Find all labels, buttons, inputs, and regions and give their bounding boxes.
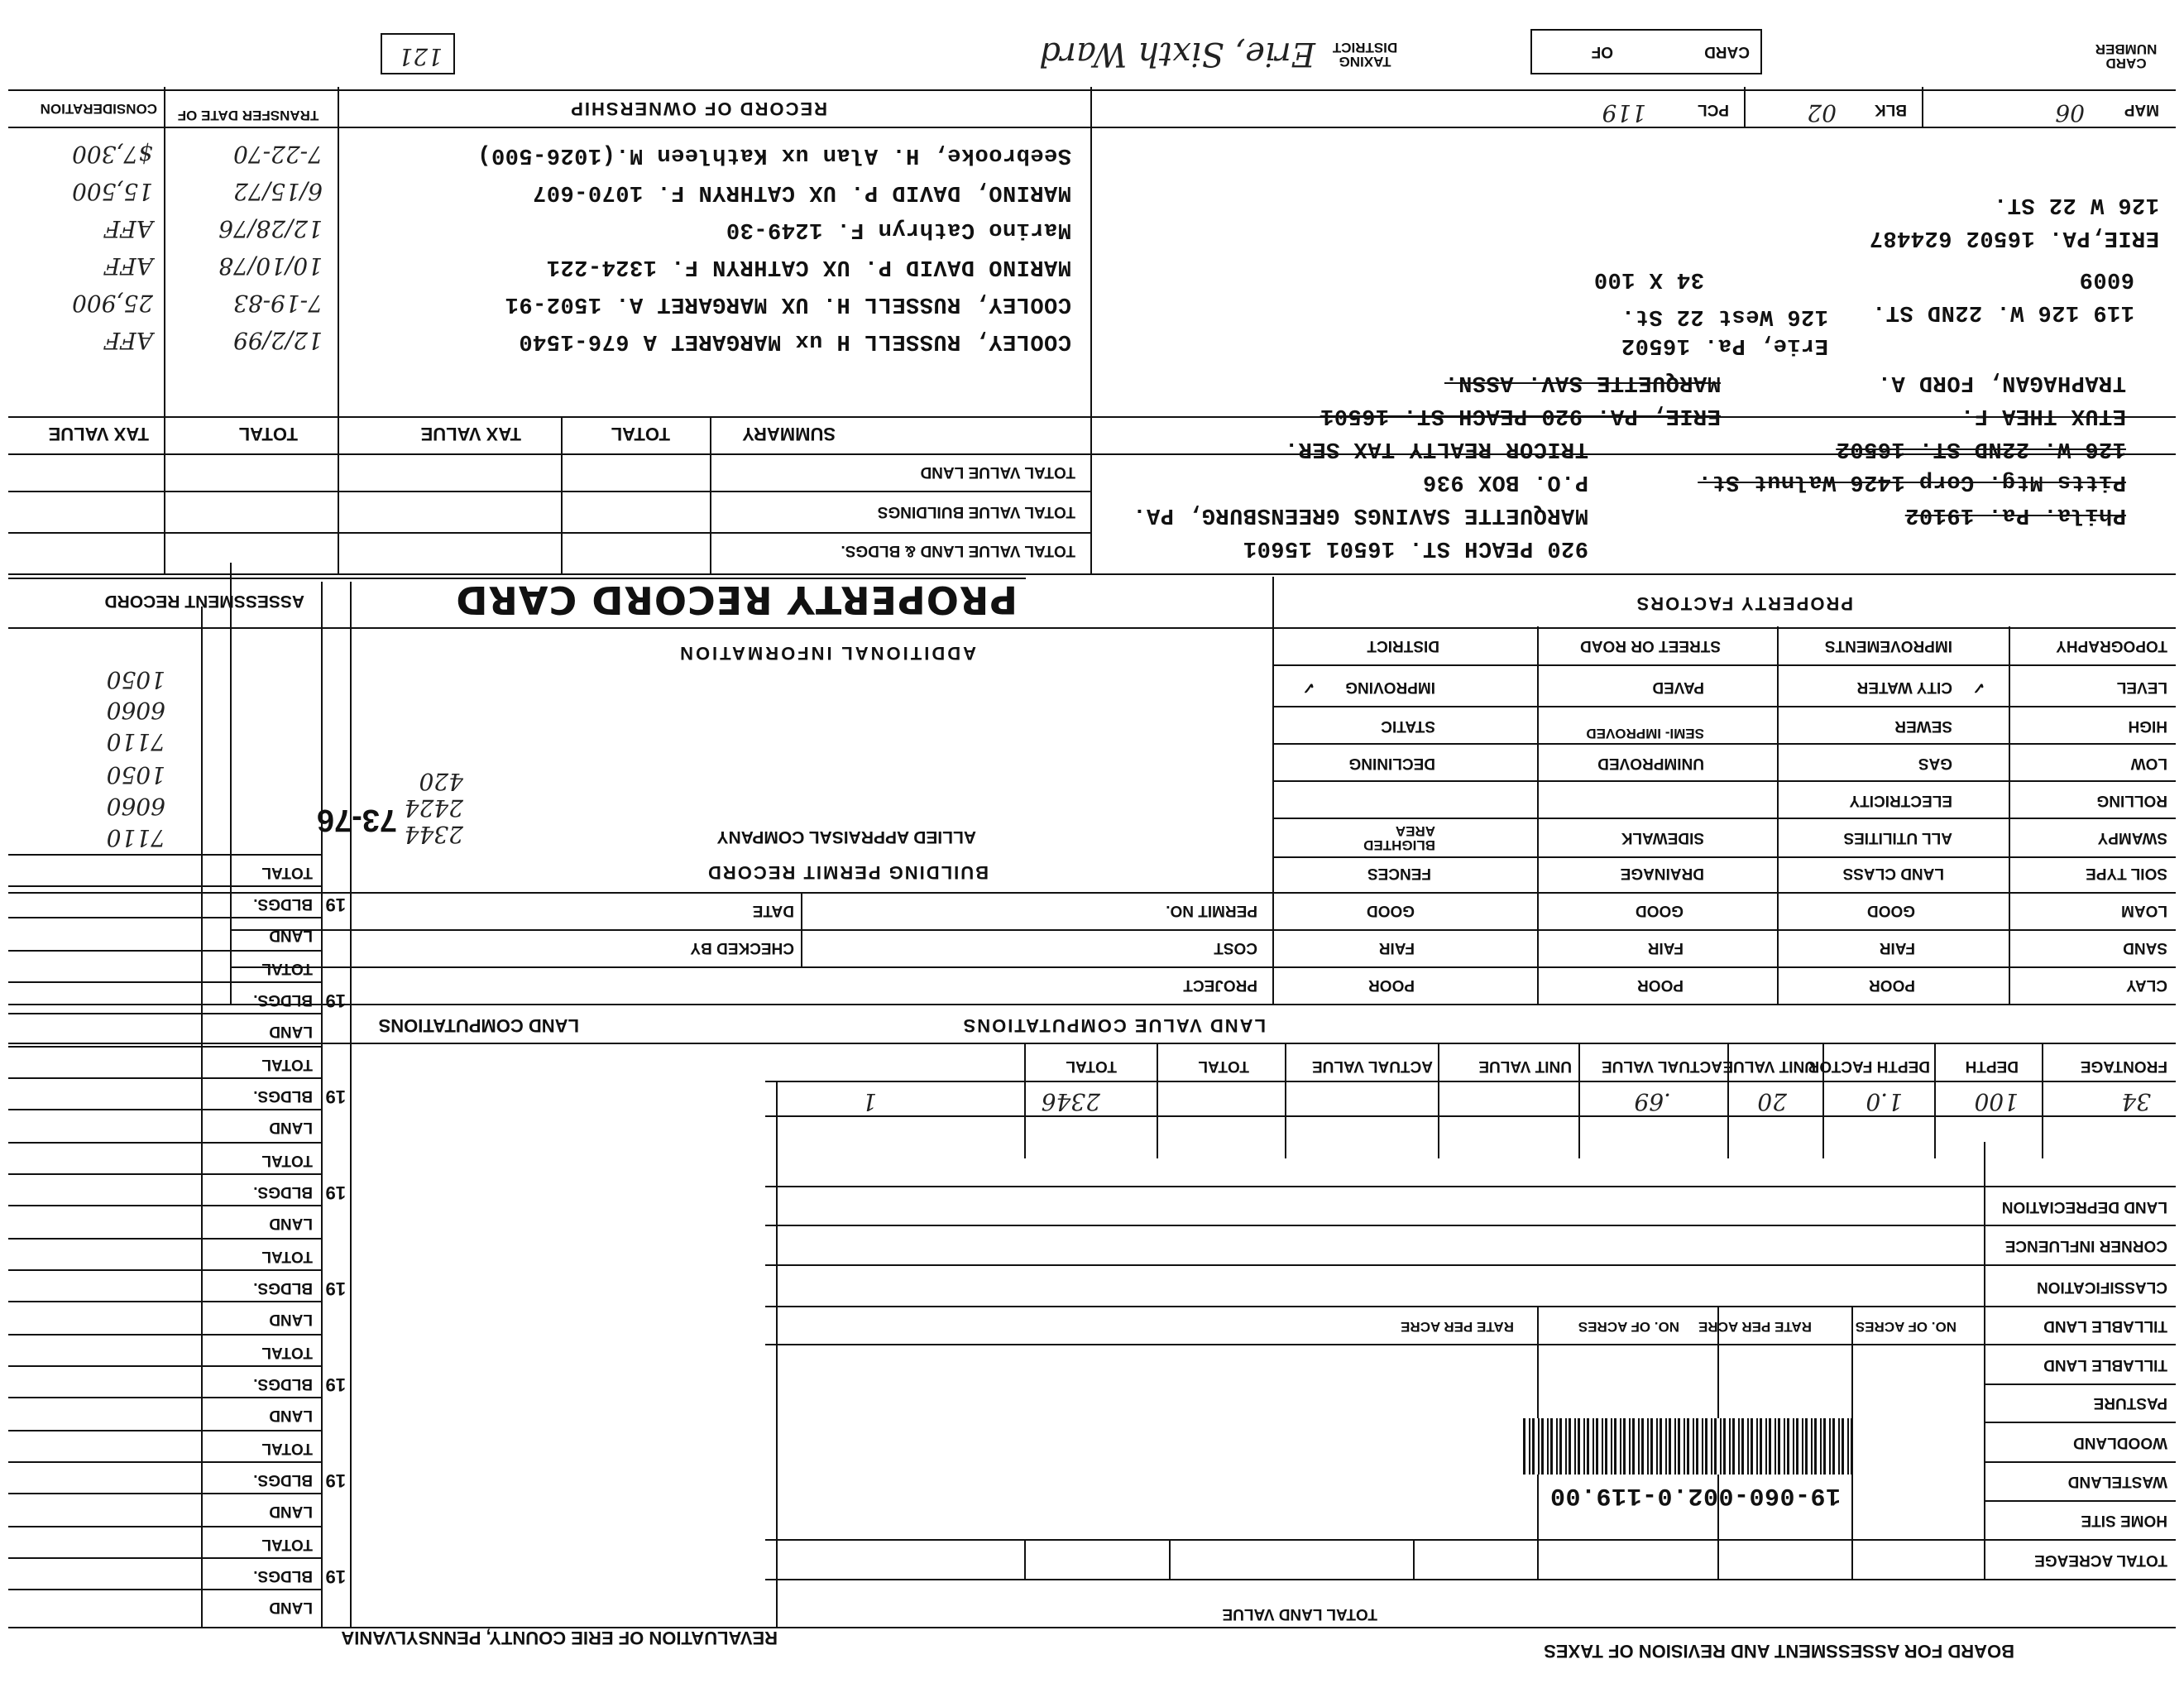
permit-no: PERMIT NO. [1166,902,1257,919]
ownership-entry-name: COOLEY, RUSSELL H. UX MARGARET A. 1502-91 [505,291,1071,316]
pf-all-utilities: ALL UTILITIES [1843,829,1952,846]
address-line: 6009 [2079,266,2134,291]
address-line: P.O. BOX 936 [1422,469,1588,494]
ownership-transfer-date: TRANSFER DATE OF [177,108,319,123]
address-line: 920 PEACH ST. 16501 15601 [1243,535,1588,560]
soil-drain-poor: POOR [1637,976,1684,994]
col-actual-value-1: ACTUAL VALUE [1601,1057,1722,1075]
permit-checked-by: CHECKED BY [690,939,794,957]
hdr-district: DISTRICT [1367,637,1439,655]
ownership-entry-consideration: 15,500 [72,178,153,205]
soil-fence-fair: FAIR [1378,939,1415,957]
map-value: 06 [2055,99,2085,127]
blk-value: 02 [1807,99,1837,127]
hdr-fences: FENCES [1367,865,1431,882]
hw-addl-3: 420 [419,768,463,795]
col-rate-2: RATE PER ACRE [1401,1319,1514,1335]
hw-assess-total-2: 7110 [106,824,165,851]
assessment-row-total: TOTAL [261,1152,313,1169]
assessment-row-total: TOTAL [261,1056,313,1073]
map-label: MAP [2124,101,2159,118]
building-permit-heading: BUILDING PERMIT RECORD [706,862,989,883]
pf-city-water: CITY WATER [1856,679,1952,696]
hw-assess-bldgs-2: 6060 [106,793,165,820]
land-value-computations-heading: LAND VALUE COMPUTATIONS [961,1015,1266,1036]
assessment-row-total: TOTAL [261,1344,313,1361]
col-frontage: FRONTAGE [2080,1057,2167,1075]
ownership-entry-name: MARINO, DAVID P. UX CATHRYN F. 1070-607 [532,180,1071,204]
soil-clay: CLAY [2126,976,2167,994]
col-actual-value-2: ACTUAL VALUE [1311,1057,1433,1075]
permit-date: DATE [752,902,794,919]
assessment-row-bldgs: BLDGS. [253,1375,313,1393]
property-factors-heading: PROPERTY FACTORS [1635,593,1853,614]
pf-sewer: SEWER [1894,717,1952,735]
taxing-district-value: Erie, Sixth Ward [1039,35,1315,73]
assessment-row-land: LAND [269,1023,313,1040]
ownership-entry-consideration: AFF [103,215,153,242]
pf-paved: PAVED [1652,679,1704,696]
assessment-row-total: TOTAL [261,864,313,881]
soil-fence-poor: POOR [1368,976,1415,994]
hw-depth: 100 [1974,1088,2019,1115]
assessment-row-bldgs: BLDGS. [253,1279,313,1297]
soil-land-fair: FAIR [1879,939,1915,957]
parcel-number: 19-060-002.0-119.00 [1549,1481,1841,1509]
ownership-entry-date: 10/10/78 [218,252,323,280]
assessment-row-land: LAND [269,1215,313,1232]
summary-tax-value-1: TAX VALUE [420,424,521,444]
hw-assess-land-2: 1050 [106,761,165,789]
hw-addl-2: 2424 [404,794,463,822]
assessment-row-total: TOTAL [261,1248,313,1265]
assessment-year-prefix: 19 [325,1182,346,1203]
hdr-drainage: DRAINAGE [1620,865,1704,882]
permit-project: PROJECT [1183,976,1257,994]
soil-loam: LOAM [2121,902,2167,919]
assessment-row-land: LAND [269,1599,313,1616]
address-line: TRAPHAGAN, FORD A. [1877,370,2126,395]
hdr-topography: TOPOGRAPHY [2056,637,2167,655]
assessment-row-bldgs: BLDGS. [253,1087,313,1105]
assessment-year-prefix: 19 [325,1566,346,1587]
pf-rolling: ROLLING [2096,792,2167,809]
soil-sand: SAND [2123,939,2167,957]
hdr-street-road: STREET OR ROAD [1580,637,1721,655]
address-line: MARQUETTE SAVINGS GREENSBURG, PA. [1132,502,1588,527]
assessment-year-prefix: 19 [325,1374,346,1395]
col-depth: DEPTH [1965,1057,2019,1075]
address-line: 126 West 22 St. [1621,304,1828,328]
land-row-pasture: PASTURE [2093,1394,2167,1412]
soil-drain-fair: FAIR [1647,939,1684,957]
address-line: ERIE, PA. 920 PEACH ST. 16501 [1320,403,1721,428]
hw-unit-value: 20 [1757,1088,1787,1115]
pf-static: STATIC [1381,717,1435,735]
address-line: TRICOR REALTY TAX SER. [1284,436,1588,461]
hw-depth-factor: 1.0 [1866,1088,1903,1115]
assessment-year-prefix: 19 [325,894,346,915]
assessment-row-land: LAND [269,927,313,944]
hdr-improvements: IMPROVEMENTS [1824,637,1952,655]
address-line: ERIE,PA. 16502 624487 [1869,225,2159,250]
summary-total-1: TOTAL [611,424,670,444]
card-label: CARD [1704,43,1750,60]
card-number-label: CARD NUMBER [2095,41,2158,71]
summary-total-buildings: TOTAL VALUE BUILDINGS [877,503,1075,520]
page-title: PROPERTY RECORD CARD [455,578,1018,622]
check-level: ✓ [1972,679,1985,696]
pf-unimproved: UNIMPROVED [1597,755,1704,772]
address-line: 126 W. 22ND ST. 16502 [1836,436,2126,461]
land-row-tillable-1: TILLABLE LAND [2043,1356,2167,1374]
ownership-consideration: CONSIDERATION [40,101,157,117]
land-row-home-site: HOME SITE [2081,1512,2167,1529]
board-header: BOARD FOR ASSESSMENT AND REVISION OF TAXES [1544,1641,2014,1662]
summary-total-land-bldgs: TOTAL VALUE LAND & BLDGS. [841,542,1075,559]
col-depth-factor: DEPTH FACTOR [1808,1057,1930,1075]
soil-fence-good: GOOD [1366,902,1415,919]
pf-blighted: BLIGHTED AREA [1363,823,1435,853]
assessment-stamp: 73-76 [316,803,397,837]
additional-info-heading: ADDITIONAL INFORMATION [678,643,976,664]
assessment-heading: ASSESSMENT RECORD [104,592,304,611]
assessment-row-bldgs: BLDGS. [253,895,313,913]
col-acres-2: NO. OF ACRES [1578,1319,1679,1335]
pf-high: HIGH [2128,717,2167,735]
address-line: MARQUETTE SAV. ASSN. [1444,370,1721,395]
hdr-soil-type: SOIL TYPE [2086,865,2167,882]
pf-low: LOW [2130,755,2167,772]
address-line: Pitts Mtg. Corp 1426 Walnut St. [1698,469,2126,494]
land-row-tillable-2: TILLABLE LAND [2043,1317,2167,1335]
hw-assess-total-1: 7110 [106,728,165,755]
assessment-row-land: LAND [269,1407,313,1424]
total-land-value-label: TOTAL LAND VALUE [1222,1605,1377,1623]
parcel-barcode [1522,1418,1853,1475]
address-line: Erie, Pa. 16502 [1621,333,1828,357]
ownership-entry-consideration: AFF [103,252,153,280]
assessment-year-prefix: 19 [325,1278,346,1299]
land-computations-heading: LAND COMPUTATIONS [378,1015,579,1036]
assessment-row-land: LAND [269,1311,313,1328]
ownership-entry-consideration: AFF [103,327,153,354]
pf-level: LEVEL [2116,679,2167,696]
col-rate-1: RATE PER ACRE [1698,1319,1812,1335]
land-row-land-depreciation: LAND DEPRECIATION [2001,1198,2167,1216]
pf-declining: DECLINING [1348,755,1435,772]
pf-gas: GAS [1918,755,1952,772]
assessment-row-bldgs: BLDGS. [253,991,313,1009]
land-row-corner-influence: CORNER INFLUENCE [2004,1237,2167,1254]
address-line: 34 X 100 [1593,266,1704,291]
ownership-heading: RECORD OF OWNERSHIP [569,98,827,119]
hw-assess-bldgs-1: 6060 [106,697,165,724]
assessment-row-total: TOTAL [261,1536,313,1553]
soil-land-good: GOOD [1866,902,1915,919]
assessment-row-bldgs: BLDGS. [253,1183,313,1201]
soil-drain-good: GOOD [1635,902,1684,919]
address-line: 126 W 22 ST. [1993,192,2159,217]
hw-frontage: 34 [2121,1088,2151,1115]
assessment-row-land: LAND [269,1119,313,1136]
pf-semi-improved: SEMI- IMPROVED [1586,726,1704,741]
assessment-year-prefix: 19 [325,1086,346,1107]
blk-label: BLK [1874,101,1907,118]
address-line: 119 126 W. 22ND ST. [1871,300,2134,324]
hw-addl-1: 2344 [404,821,463,848]
col-acres-1: NO. OF ACRES [1855,1319,1956,1335]
ownership-entry-consideration: $7,300 [72,141,153,168]
assessment-row-bldgs: BLDGS. [253,1471,313,1489]
box-121-value: 121 [398,43,443,70]
assessment-year-prefix: 19 [325,990,346,1011]
land-row-wasteland: WASTELAND [2067,1473,2167,1490]
ownership-entry-date: 12/2/99 [233,327,323,354]
ownership-entry-date: 6/15/72 [233,178,323,205]
land-row-woodland: WOODLAND [2073,1434,2167,1451]
pf-swampy: SWAMPY [2097,829,2167,846]
pf-electricity: ELECTRICITY [1849,792,1952,809]
summary-heading: SUMMARY [742,424,836,444]
col-total-1: TOTAL [1198,1057,1249,1075]
col-unit-value-2: UNIT VALUE [1478,1057,1572,1075]
hw-actual-value: .69 [1634,1088,1671,1115]
ownership-entry-name: Seebrooke, H. Alan ux Kathleen M.(1026-500) [477,142,1071,167]
permit-cost: COST [1214,939,1257,957]
ownership-entry-consideration: 25,900 [72,290,153,317]
hw-total: 2346 [1041,1088,1100,1115]
pcl-value: 119 [1602,99,1646,127]
pf-sidewalk: SIDEWALK [1621,829,1704,846]
ownership-entry-date: 12/28/76 [218,215,323,242]
summary-total-2: TOTAL [238,424,298,444]
county-header: REVALUATION OF ERIE COUNTY, PENNSYLVANIA [341,1628,778,1648]
assessment-row-land: LAND [269,1503,313,1520]
of-label: OF [1591,43,1613,60]
assessment-row-bldgs: BLDGS. [253,1567,313,1585]
pcl-label: PCL [1698,101,1729,118]
hdr-land-class: LAND CLASS [1842,865,1944,882]
ownership-entry-name: MARINO DAVID P. UX CATHRYN F. 1324-221 [546,254,1071,279]
land-row-total-acreage: TOTAL ACREAGE [2034,1551,2167,1569]
ownership-entry-name: Marino Cathryn F. 1249-30 [726,217,1071,242]
address-line: Phila. Pa. 19102 [1904,502,2126,527]
col-total-2: TOTAL [1066,1057,1117,1075]
summary-total-land: TOTAL VALUE LAND [920,463,1075,481]
land-row-classification: CLASSIFICATION [2037,1278,2167,1296]
address-line: ETUX THEA F. [1960,403,2126,428]
assessment-row-total: TOTAL [261,960,313,977]
hw-total-2: 1 [862,1088,877,1115]
assessment-row-total: TOTAL [261,1440,313,1457]
ownership-entry-date: 7-19-83 [233,290,323,317]
appraisal-company: ALLIED APPRAISAL COMPANY [716,827,976,846]
assessment-year-prefix: 19 [325,1470,346,1491]
hw-assess-land-1: 1050 [106,666,165,693]
ownership-entry-date: 7-22-70 [233,141,323,168]
soil-land-poor: POOR [1869,976,1915,994]
pf-improving: IMPROVING [1345,679,1435,696]
taxing-district-label: TAXING DISTRICT [1332,40,1398,70]
summary-tax-value-2: TAX VALUE [48,424,149,444]
col-unit-value-1: UNIT VALUE [1722,1057,1816,1075]
ownership-entry-name: COOLEY, RUSSELL H ux MARGARET A 676-1540 [518,328,1071,353]
check-paved: ✓ [1302,679,1315,696]
